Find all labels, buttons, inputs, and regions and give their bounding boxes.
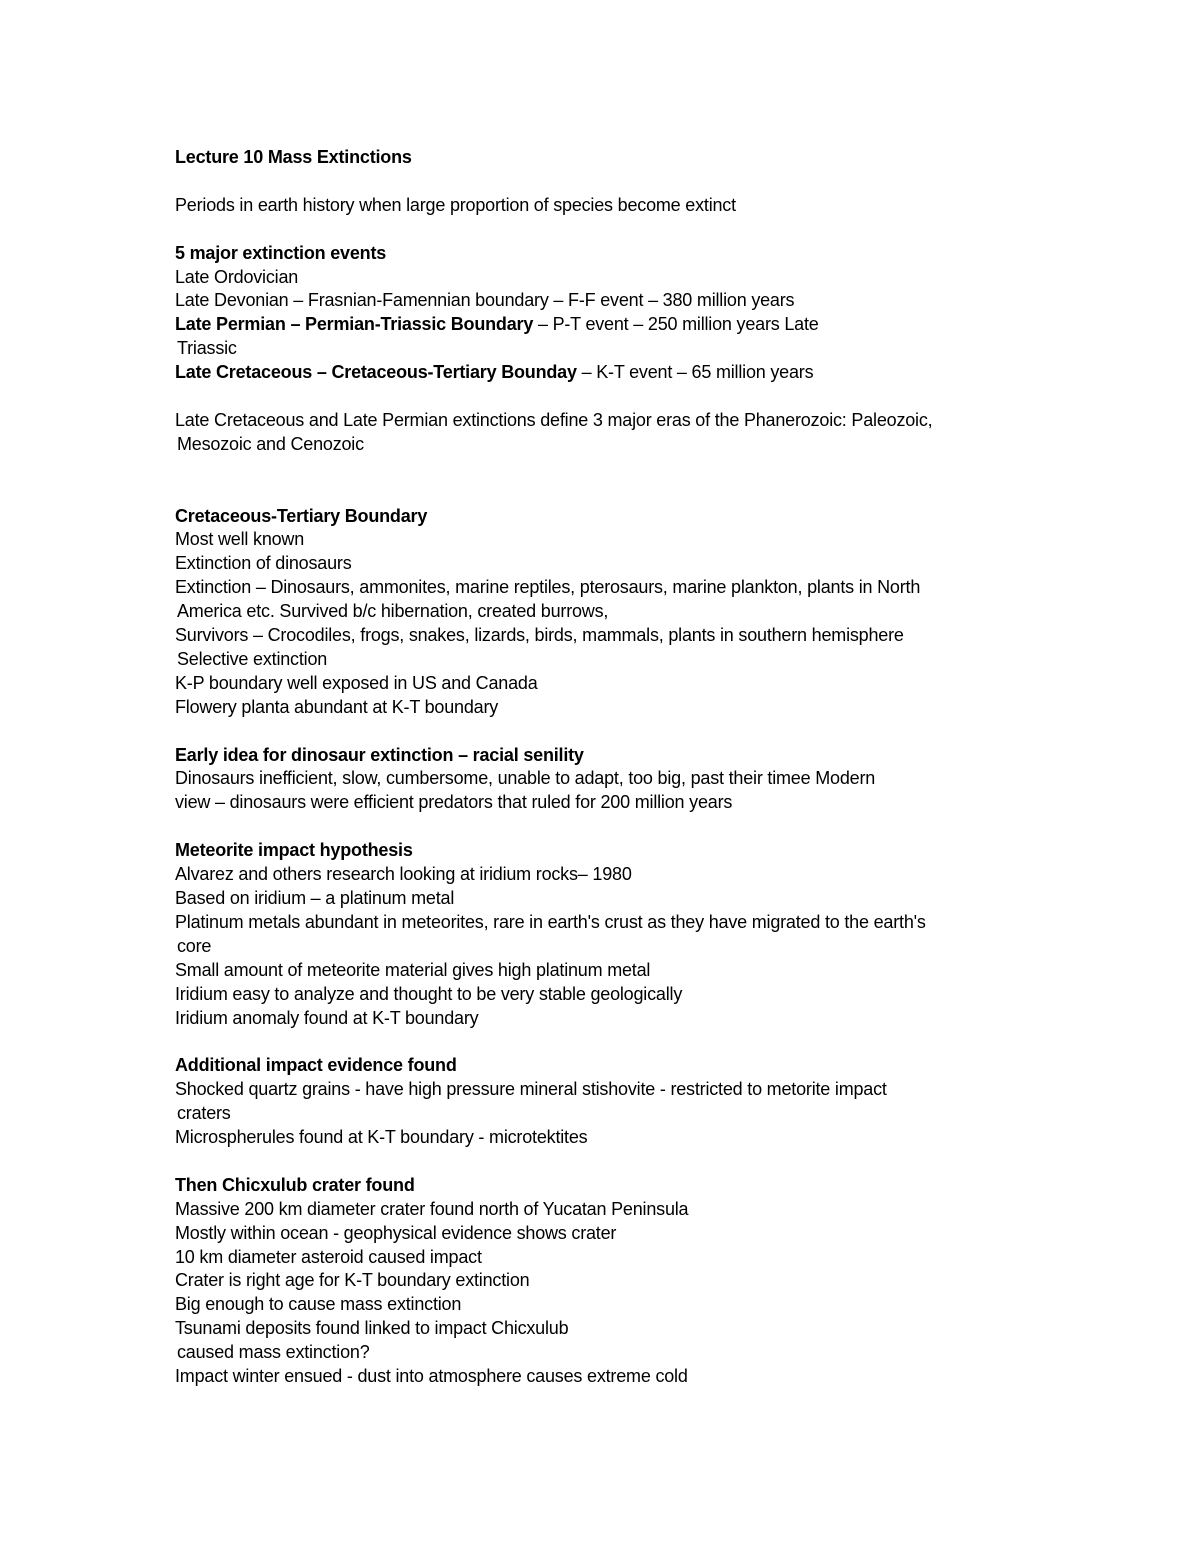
spacer (175, 385, 1055, 409)
chicxulub-line: Big enough to cause mass extinction (175, 1294, 462, 1315)
spacer (175, 1150, 1055, 1174)
chicxulub-line: 10 km diameter asteroid caused impact (175, 1246, 482, 1267)
kt-line: Extinction of dinosaurs (175, 553, 352, 574)
spacer (175, 457, 1055, 505)
spacer (175, 1030, 1055, 1054)
kt-line: K-P boundary well exposed in US and Canada (175, 672, 538, 693)
spacer (175, 218, 1055, 242)
intro-text: Periods in earth history when large proportion of species become extinct (175, 194, 736, 215)
chicxulub-heading: Then Chicxulub crater found (175, 1174, 415, 1195)
meteorite-line: Based on iridium – a platinum metal (175, 888, 455, 908)
chicxulub-line: Tsunami deposits found linked to impact Chicxulub (175, 1318, 569, 1339)
early-idea-heading: Early idea for dinosaur extinction – racial senility (175, 744, 584, 765)
meteorite-line: Iridium anomaly found at K-T boundary (175, 1007, 479, 1028)
meteorite-heading: Meteorite impact hypothesis (175, 840, 413, 861)
event-devonian: Late Devonian – Frasnian-Famennian boundary – F-F event – 380 million years (175, 290, 795, 311)
event-ordovician: Late Ordovician (175, 266, 299, 287)
kt-line: America etc. Survived b/c hibernation, created burrows, (177, 601, 609, 622)
spacer (175, 815, 1055, 839)
chicxulub-line: Massive 200 km diameter crater found north of Yucatan Peninsula (175, 1198, 689, 1219)
meteorite-line: core (177, 935, 212, 956)
additional-line: Microspherules found at K-T boundary - microtektites (175, 1127, 588, 1148)
major-events-heading: 5 major extinction events (175, 242, 387, 263)
meteorite-line: Platinum metals abundant in meteorites, rare in earth's crust as they have migrated to the earth's (175, 911, 926, 932)
chicxulub-line: Mostly within ocean - geophysical evidence shows crater (175, 1222, 617, 1243)
chicxulub-line: Crater is right age for K-T boundary extinction (175, 1270, 530, 1291)
kt-line: Flowery planta abundant at K-T boundary (175, 696, 499, 717)
kt-line: Most well known (175, 529, 305, 550)
event-permian-bold: Late Permian – Permian-Triassic Boundary (175, 314, 534, 335)
event-triassic: Triassic (177, 338, 237, 359)
early-idea-line: view – dinosaurs were efficient predators that ruled for 200 million years (175, 792, 733, 813)
eras-text-line-1: Late Cretaceous and Late Permian extinctions define 3 major eras of the Phanerozoic: Paleozoic, (175, 409, 933, 430)
event-cretaceous-bold: Late Cretaceous – Cretaceous-Tertiary Bounday (175, 362, 577, 383)
meteorite-line: Alvarez and others research looking at iridium rocks– 1980 (175, 864, 632, 885)
meteorite-line: Small amount of meteorite material gives high platinum metal (175, 959, 651, 980)
event-permian-rest: – P-T event – 250 million years Late (533, 314, 819, 335)
chicxulub-line: Impact winter ensued - dust into atmosphere causes extreme cold (175, 1366, 688, 1387)
additional-evidence-heading: Additional impact evidence found (175, 1055, 457, 1076)
event-permian (175, 313, 1055, 337)
spacer (175, 720, 1055, 744)
additional-line: Shocked quartz grains - have high pressure mineral stishovite - restricted to metorite impact (175, 1079, 887, 1100)
eras-text-line-2: Mesozoic and Cenozoic (177, 433, 364, 454)
kt-boundary-heading: Cretaceous-Tertiary Boundary (175, 505, 428, 526)
document-title: Lecture 10 Mass Extinctions (175, 147, 412, 167)
event-cretaceous-rest: – K-T event – 65 million years (576, 362, 814, 383)
early-idea-line: Dinosaurs inefficient, slow, cumbersome, unable to adapt, too big, past their timee Modern (175, 768, 876, 789)
chicxulub-line: caused mass extinction? (177, 1342, 370, 1363)
spacer (175, 170, 1055, 194)
event-cretaceous (175, 361, 1055, 385)
meteorite-line: Iridium easy to analyze and thought to be very stable geologically (175, 983, 683, 1004)
kt-line: Survivors – Crocodiles, frogs, snakes, lizards, birds, mammals, plants in southern hemisphere (175, 625, 904, 646)
lecture-notes (175, 146, 1055, 1389)
kt-line: Extinction – Dinosaurs, ammonites, marine reptiles, pterosaurs, marine plankton, plants in North (175, 577, 921, 598)
additional-line: craters (177, 1103, 231, 1124)
kt-line: Selective extinction (177, 648, 328, 669)
